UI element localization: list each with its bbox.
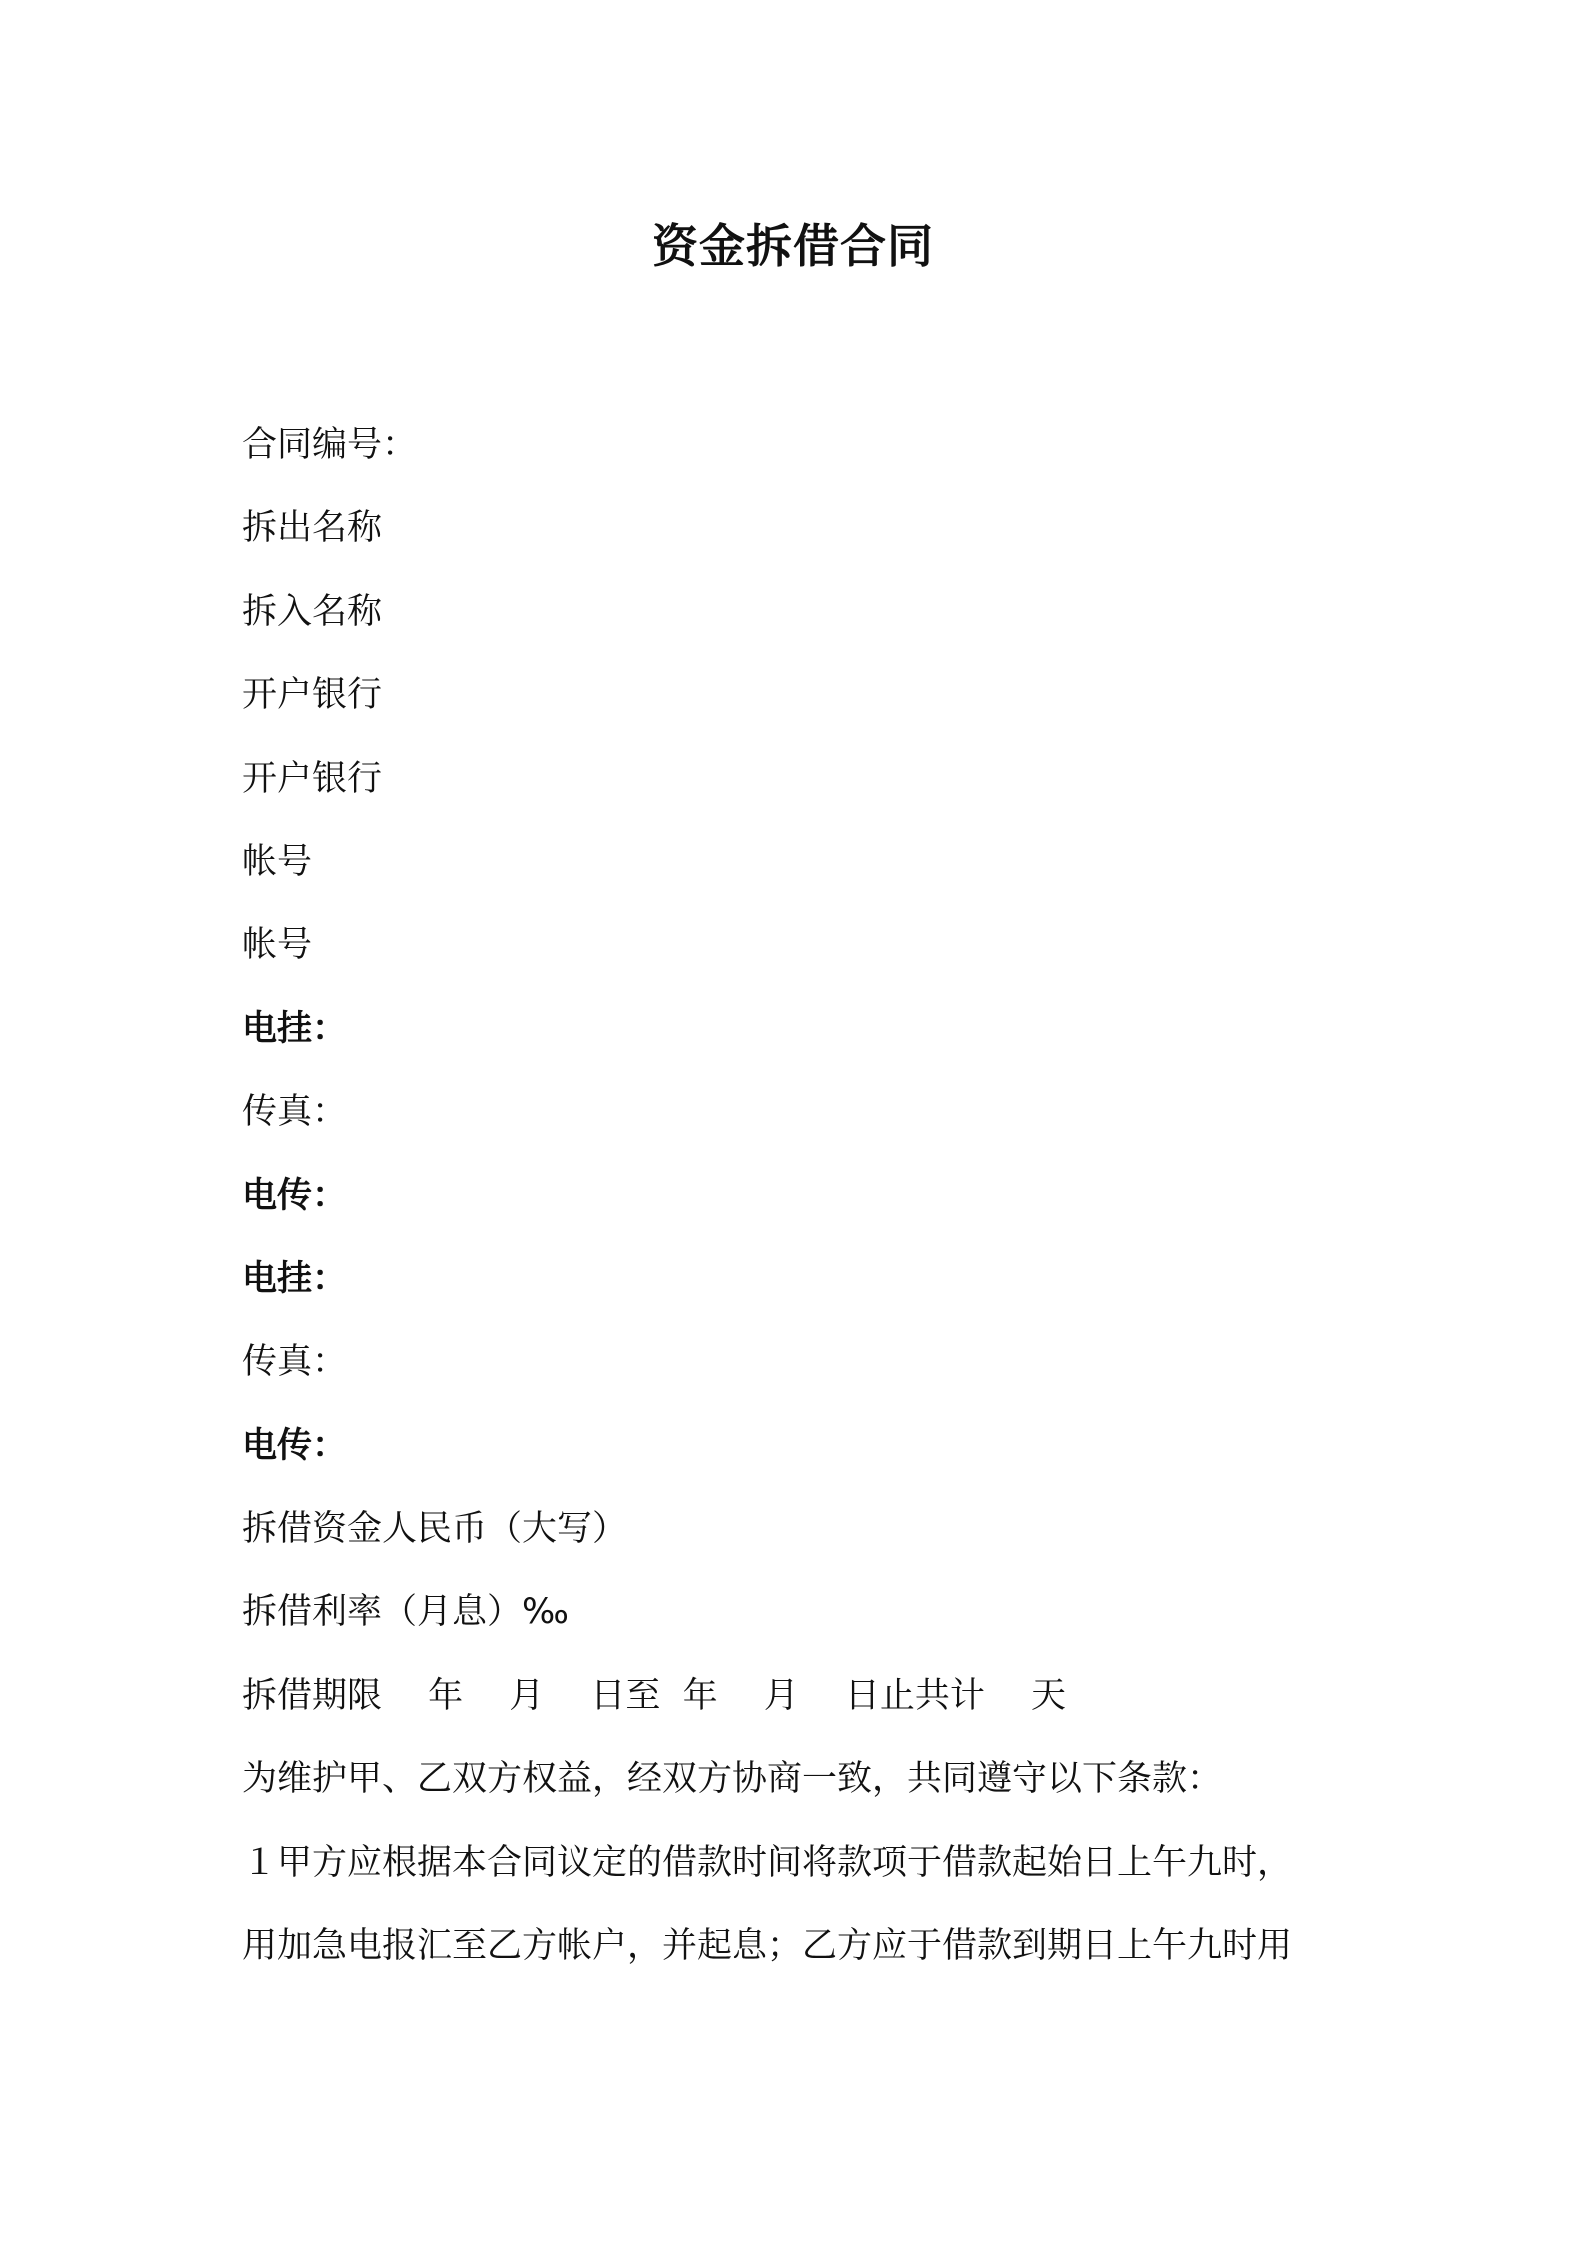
agreement-intro-line: 为维护甲、乙双方权益，经双方协商一致，共同遵守以下条款：	[242, 1759, 1223, 1800]
document-body	[242, 404, 1402, 1988]
lender-fax-line: 传真：	[242, 1092, 348, 1133]
borrower-telex-line: 电传：	[242, 1425, 348, 1466]
borrower-cable-line: 电挂：	[242, 1258, 348, 1299]
borrower-name-line: 拆入名称	[242, 591, 383, 632]
clause-1-line-1: １甲方应根据本合同议定的借款时间将款项于借款起始日上午九时，	[242, 1842, 1293, 1883]
borrower-bank-line: 开户银行	[242, 758, 383, 799]
lender-bank-line: 开户银行	[242, 675, 383, 716]
loan-term-line: 拆借期限 年 月 日至 年 月 日止共计 天	[242, 1675, 1067, 1716]
interest-rate-line: 拆借利率（月息）‰	[242, 1592, 569, 1633]
lender-account-line: 帐号	[242, 841, 313, 882]
borrower-fax-line: 传真：	[242, 1342, 348, 1383]
contract-number-line: 合同编号：	[242, 425, 418, 465]
loan-amount-line: 拆借资金人民币（大写）	[242, 1509, 628, 1550]
borrower-account-line: 帐号	[242, 925, 313, 966]
clause-1-line-2: 用加急电报汇至乙方帐户，并起息；乙方应于借款到期日上午九时用	[242, 1926, 1293, 1967]
lender-telex-line: 电传：	[242, 1175, 348, 1216]
lender-name-line: 拆出名称	[242, 508, 383, 549]
document-title: 资金拆借合同	[652, 219, 934, 273]
lender-cable-line: 电挂：	[242, 1008, 348, 1049]
